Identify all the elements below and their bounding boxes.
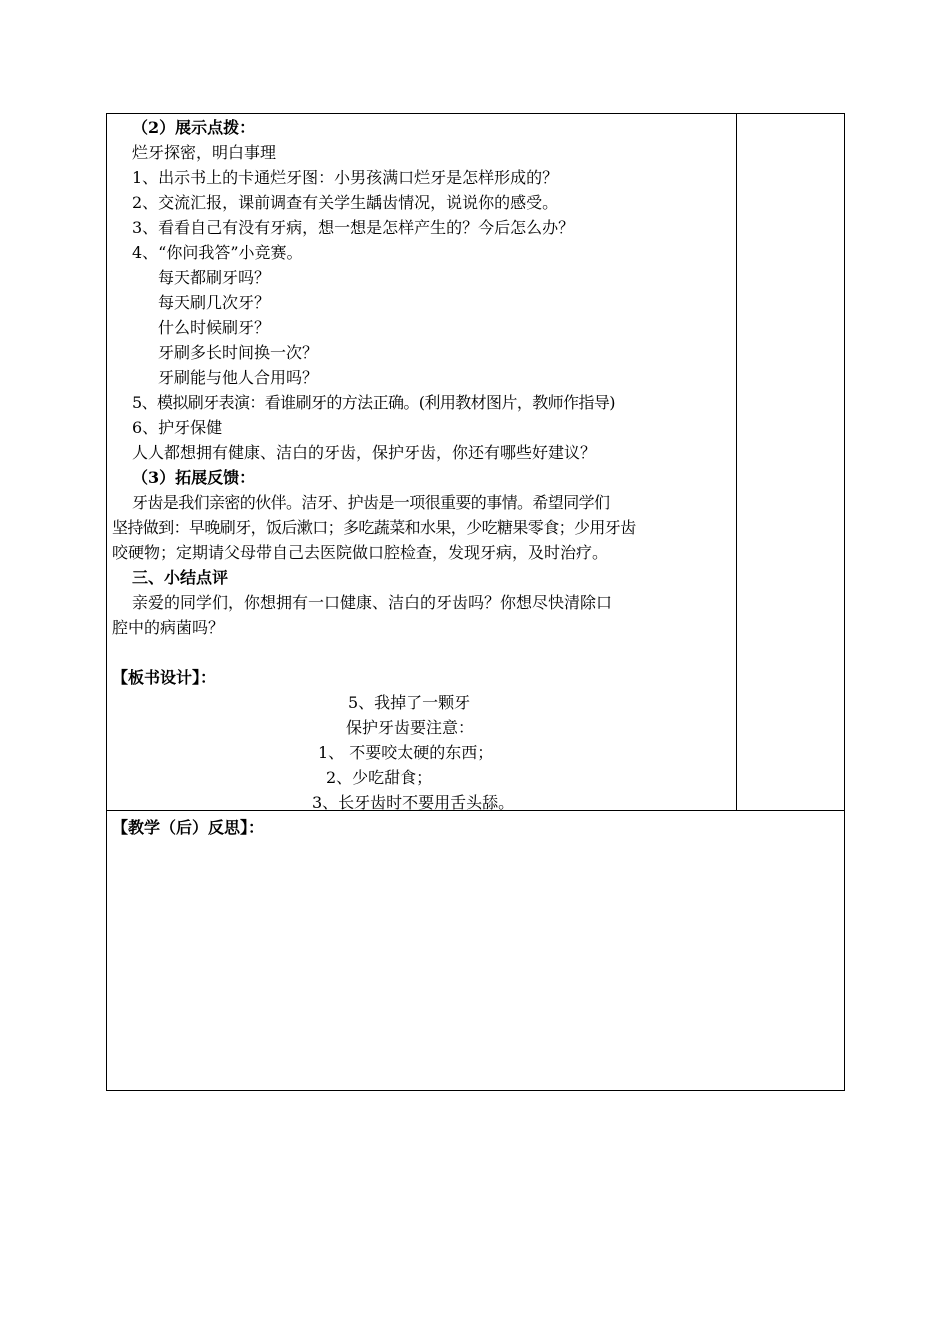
summary-heading: 三、小结点评 bbox=[132, 568, 229, 587]
board-point-1: 1、 不要咬太硬的东西； bbox=[318, 743, 494, 762]
section3-para-line-3: 咬硬物；定期请父母带自己去医院做口腔检查，发现牙病，及时治疗。 bbox=[112, 543, 609, 562]
section2-item-5: 5、模拟刷牙表演：看谁刷牙的方法正确。(利用教材图片，教师作指导) bbox=[132, 393, 615, 412]
column-divider bbox=[736, 113, 737, 810]
section2-item-3: 3、看看自己有没有牙病，想一想是怎样产生的？今后怎么办？ bbox=[132, 218, 575, 237]
section2-heading: （2）展示点拨： bbox=[132, 118, 256, 137]
section2-subtitle: 烂牙探密，明白事理 bbox=[132, 143, 277, 162]
quiz-question-3: 什么时候刷牙？ bbox=[158, 318, 271, 337]
section3-para-line-1: 牙齿是我们亲密的伙伴。洁牙、护齿是一项很重要的事情。希望同学们 bbox=[132, 493, 610, 512]
section3-heading: （3）拓展反馈： bbox=[132, 468, 256, 487]
section2-item-4: 4、“你问我答”小竞赛。 bbox=[132, 243, 303, 262]
section2-item-6-text: 人人都想拥有健康、洁白的牙齿，保护牙齿，你还有哪些好建议？ bbox=[132, 443, 597, 462]
board-subtitle: 保护牙齿要注意： bbox=[346, 718, 475, 737]
section2-item-1: 1、出示书上的卡通烂牙图：小男孩满口烂牙是怎样形成的？ bbox=[132, 168, 559, 187]
board-point-2: 2、少吃甜食； bbox=[326, 768, 433, 787]
board-point-3: 3、长牙齿时不要用舌头舔。 bbox=[312, 793, 515, 812]
quiz-question-1: 每天都刷牙吗？ bbox=[158, 268, 271, 287]
summary-para-line-1: 亲爱的同学们，你想拥有一口健康、洁白的牙齿吗？你想尽快清除口 bbox=[132, 593, 613, 612]
reflection-heading: 【教学（后）反思】： bbox=[112, 818, 265, 837]
quiz-question-4: 牙刷多长时间换一次？ bbox=[158, 343, 319, 362]
section3-para-line-2: 坚持做到：早晚刷牙，饭后漱口；多吃蔬菜和水果，少吃糖果零食；少用牙齿 bbox=[112, 518, 636, 537]
lesson-plan-table bbox=[106, 113, 845, 1091]
main-content-cell bbox=[112, 115, 732, 815]
board-title: 5、我掉了一颗牙 bbox=[348, 693, 471, 712]
blank-line bbox=[112, 640, 732, 665]
quiz-question-2: 每天刷几次牙？ bbox=[158, 293, 271, 312]
board-design-heading: 【板书设计】： bbox=[112, 668, 217, 687]
section2-item-6: 6、护牙保健 bbox=[132, 418, 223, 437]
section2-item-2: 2、交流汇报，课前调查有关学生龋齿情况，说说你的感受。 bbox=[132, 193, 559, 212]
summary-para-line-2: 腔中的病菌吗？ bbox=[112, 618, 225, 637]
quiz-question-5: 牙刷能与他人合用吗？ bbox=[158, 368, 319, 387]
